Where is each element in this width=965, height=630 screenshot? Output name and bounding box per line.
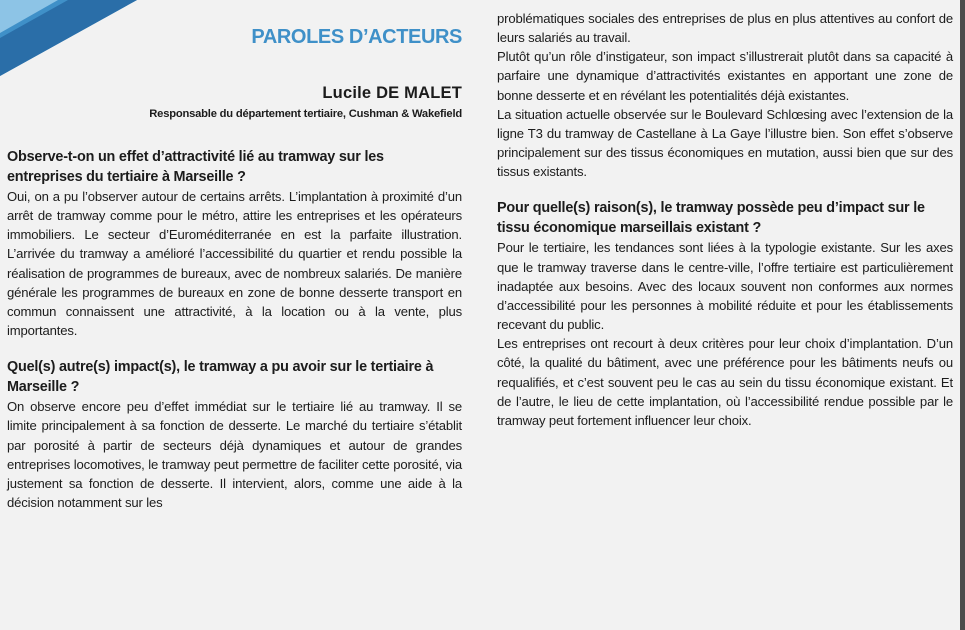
answer-2: On observe encore peu d’effet immédiat sur le tertiaire lié au tramway. Il se limite principalement à sa fonction de desserte. Le marché du tertiaire s’établit par porosité à partir de secteurs déjà dynamiques et autour de grandes entreprises locomotives, le tramway peut permettre de faciliter cette porosité, via justement sa fonction de desserte. Il intervient, alors, comme une aide à la décision notamment sur les [7, 399, 462, 511]
right-column [497, 0, 953, 430]
question-1: Observe-t-on un effet d’attractivité lié au tramway sur les entreprises du tertiaire à Marseille ? [7, 149, 384, 185]
question-3: Pour quelle(s) raison(s), le tramway possède peu d’impact sur le tissu économique marseillais existant ? [497, 200, 925, 236]
left-column [7, 0, 462, 512]
section-title: PAROLES D’ACTEURS [251, 26, 462, 48]
answer-2-continued: problématiques sociales des entreprises de plus en plus attentives au confort de leurs salariés au travail. [497, 11, 953, 46]
question-2: Quel(s) autre(s) impact(s), le tramway a pu avoir sur le tertiaire à Marseille ? [7, 359, 434, 395]
paragraph-t3-extension: La situation actuelle observée sur le Boulevard Schlœsing avec l’extension de la ligne T3 du tramway de Castellane à La Gaye l’illustre bien. Son effet s’observe principalement sur des tissus économiques en mutation, aussi bien que sur des tissus existants. [497, 106, 953, 180]
author-role: Responsable du département tertiaire, Cushman & Wakefield [149, 108, 462, 120]
paragraph-role: Plutôt qu’un rôle d’instigateur, son impact s’illustrerait plutôt dans sa capacité à parfaire une dynamique d’attractivités existantes en apportant une zone de bonne desserte et en révélant les potentialités déjà existantes. [497, 49, 953, 103]
paragraph-criteria: Les entreprises ont recourt à deux critères pour leur choix d’implantation. D’un côté, la qualité du bâtiment, avec une préférence pour les bâtiments neufs ou requalifiés, et c’est souvent peu le cas au sein du tissu économique existant. Et de l’autre, le lieu de cette implantation, où l’accessibilité rendue possible par le tramway peut fortement influencer leur choix. [497, 336, 953, 428]
answer-1: Oui, on a pu l’observer autour de certains arrêts. L’implantation à proximité d’un arrêt de tramway comme pour le métro, attire les entreprises et les opérateurs immobiliers. Le secteur d’Euroméditerranée en est la parfaite illustration. L’arrivée du tramway a amélioré l’accessibilité du quartier et rendu possible la réalisation de programmes de bureaux, avec de nombreux salariés. De manière générale les programmes de bureaux en zone de bonne desserte transport en commun connaissent une attractivité, à la location ou à la vente, plus importantes. [7, 189, 462, 339]
page-edge [960, 0, 965, 630]
answer-3: Pour le tertiaire, les tendances sont liées à la typologie existante. Sur les axes que le tramway traverse dans le centre-ville, l’offre tertiaire est particulièrement inadaptée aux besoins. Avec des locaux souvent non conformes aux normes d’accessibilité pour les personnes à mobilité réduite et pour les établissements recevant du public. [497, 240, 953, 333]
author-name: Lucile DE MALET [322, 84, 462, 102]
